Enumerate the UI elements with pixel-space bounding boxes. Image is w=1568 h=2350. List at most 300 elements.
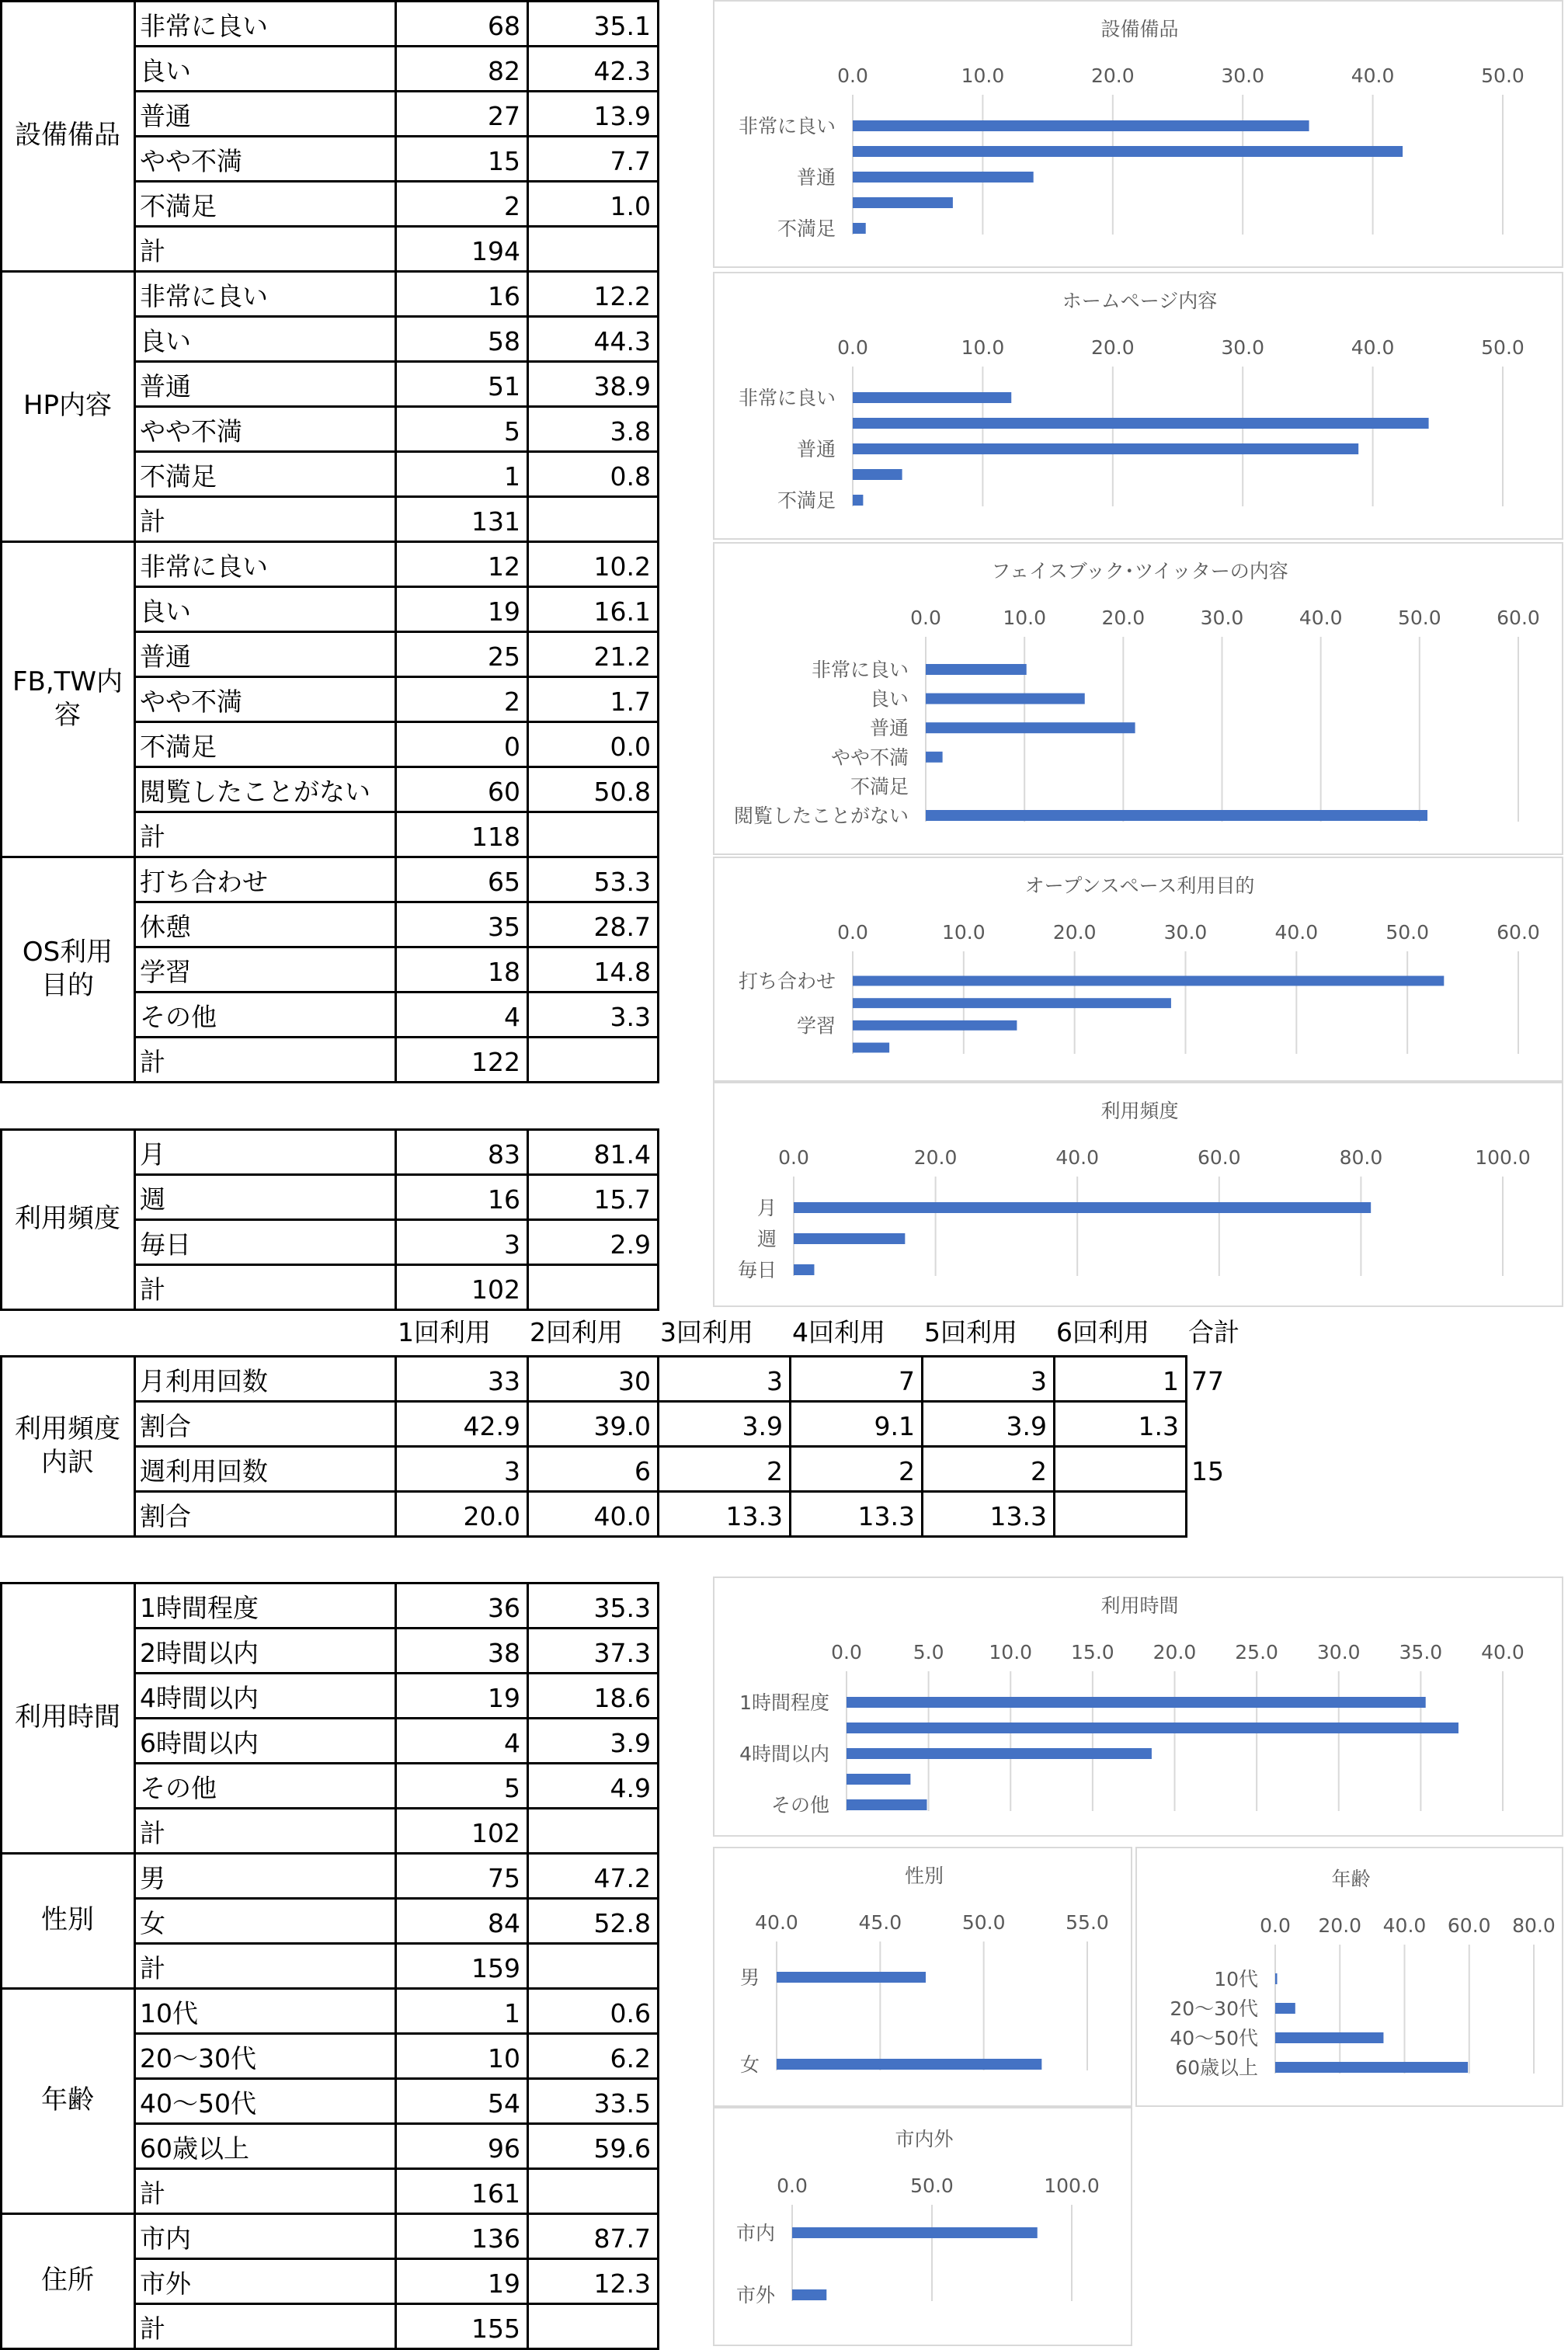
breakdown-value: 2 — [1031, 1456, 1047, 1486]
row-label: 良い — [140, 596, 191, 627]
row-count: 68 — [488, 11, 520, 41]
breakdown-value: 1 — [1163, 1366, 1179, 1396]
tick-label: 50.0 — [961, 1911, 1006, 1934]
row-count: 131 — [471, 506, 520, 537]
bar — [853, 443, 1358, 454]
row-percent: 3.3 — [610, 1002, 651, 1032]
row-label: 市外 — [140, 2268, 191, 2299]
row-label: 普通 — [140, 641, 191, 672]
table-section-name: 利用頻度 — [15, 1203, 120, 1234]
tick-label: 50.0 — [910, 2174, 954, 2197]
row-label: 計 — [140, 1274, 165, 1305]
row-label: 4時間以内 — [140, 1683, 259, 1713]
row-percent: 14.8 — [593, 957, 651, 987]
tick-label: 30.0 — [1163, 921, 1208, 944]
row-percent: 35.3 — [593, 1593, 651, 1623]
row-count: 2 — [504, 191, 520, 221]
bar — [777, 2059, 1041, 2070]
row-percent — [533, 500, 651, 541]
row-label: 週 — [140, 1184, 165, 1215]
row-label: 20～30代 — [140, 2043, 256, 2074]
row-count: 161 — [471, 2178, 520, 2209]
row-count: 82 — [488, 56, 520, 86]
row-label: 打ち合わせ — [140, 867, 268, 897]
breakdown-row-label: 割合 — [140, 1411, 191, 1441]
chart-svg — [714, 2, 1565, 269]
row-percent: 0.6 — [610, 1998, 651, 2028]
row-count: 5 — [504, 416, 520, 447]
category-label: 非常に良い — [811, 659, 909, 681]
chart-title: 市内外 — [895, 2128, 954, 2150]
row-count: 38 — [488, 1638, 520, 1668]
bar — [853, 197, 953, 208]
category-label: 4時間以内 — [739, 1743, 829, 1765]
tick-label: 40.0 — [1351, 64, 1395, 87]
bar — [847, 1774, 910, 1785]
row-label: 非常に良い — [140, 281, 268, 311]
breakdown-value: 3 — [1031, 1366, 1047, 1396]
row-count: 136 — [471, 2223, 520, 2254]
bar — [792, 2289, 826, 2300]
row-count: 18 — [488, 957, 520, 987]
row-count: 83 — [488, 1139, 520, 1170]
row-count: 58 — [488, 326, 520, 356]
chart-2 — [713, 542, 1563, 855]
row-label: 計 — [140, 1047, 165, 1077]
bar — [853, 495, 863, 506]
row-percent — [533, 1947, 651, 1987]
breakdown-value: 3 — [767, 1366, 783, 1396]
row-label: 良い — [140, 326, 191, 356]
row-percent: 44.3 — [593, 326, 651, 356]
row-count: 4 — [504, 1002, 520, 1032]
chart-svg — [714, 544, 1565, 857]
breakdown-value: 2 — [899, 1456, 915, 1486]
row-label: 計 — [140, 822, 165, 852]
tick-label: 10.0 — [961, 64, 1005, 87]
tick-label: 25.0 — [1235, 1641, 1278, 1663]
bar — [853, 469, 902, 480]
category-label: 10代 — [1214, 1968, 1258, 1990]
bar — [853, 418, 1429, 429]
chart-svg — [714, 1848, 1134, 2108]
row-label: 不満足 — [140, 732, 217, 762]
row-count: 65 — [488, 867, 520, 897]
chart-svg — [714, 2108, 1134, 2348]
breakdown-value: 77 — [1191, 1366, 1224, 1396]
row-count: 16 — [488, 281, 520, 311]
row-percent — [533, 1812, 651, 1852]
chart-6 — [713, 1847, 1132, 2107]
tick-label: 50.0 — [1385, 921, 1430, 944]
breakdown-header: 3回利用 — [660, 1317, 753, 1347]
tick-label: 50.0 — [1481, 64, 1525, 87]
breakdown-value: 33 — [488, 1366, 520, 1396]
bar — [853, 998, 1171, 1008]
row-count: 54 — [488, 2088, 520, 2119]
chart-7 — [1135, 1847, 1563, 2107]
chart-svg — [714, 1578, 1565, 1838]
tick-label: 60.0 — [1447, 1914, 1491, 1937]
tick-label: 50.0 — [1481, 336, 1525, 359]
table-section-name: 性別 — [41, 1904, 94, 1935]
bar — [847, 1799, 927, 1810]
bar — [847, 1748, 1152, 1759]
breakdown-value: 15 — [1191, 1456, 1224, 1486]
table-section-name: 利用時間 — [15, 1702, 120, 1733]
row-percent: 3.8 — [610, 416, 651, 447]
row-percent: 50.8 — [593, 777, 651, 807]
bar — [792, 2227, 1038, 2238]
chart-3 — [713, 857, 1563, 1082]
row-count: 102 — [471, 1818, 520, 1848]
tick-label: 20.0 — [1090, 64, 1135, 87]
row-count: 75 — [488, 1863, 520, 1893]
row-label: 普通 — [140, 101, 191, 131]
tick-label: 100.0 — [1044, 2174, 1100, 2197]
category-label: 不満足 — [777, 489, 836, 512]
row-percent: 37.3 — [593, 1638, 651, 1668]
row-percent — [533, 1268, 651, 1309]
row-count: 155 — [471, 2313, 520, 2344]
category-label: 60歳以上 — [1175, 2056, 1258, 2079]
row-label: 60歳以上 — [140, 2133, 249, 2164]
breakdown-value: 13.3 — [857, 1501, 915, 1531]
row-label: 計 — [140, 1953, 165, 1983]
row-percent — [533, 815, 651, 856]
chart-0 — [713, 0, 1563, 268]
bar — [847, 1697, 1426, 1708]
tick-label: 20.0 — [1052, 921, 1097, 944]
bar — [777, 1972, 926, 1983]
chart-5 — [713, 1577, 1563, 1837]
table-section-name: 住所 — [41, 2265, 94, 2296]
row-percent: 42.3 — [593, 56, 651, 86]
row-label: 非常に良い — [140, 551, 268, 582]
category-label: 普通 — [796, 438, 836, 461]
breakdown-value: 39.0 — [593, 1411, 651, 1441]
row-count: 25 — [488, 641, 520, 672]
chart-title: 利用頻度 — [1100, 1100, 1179, 1122]
tick-label: 20.0 — [1153, 1641, 1197, 1663]
bar — [853, 1043, 889, 1053]
bar — [794, 1202, 1371, 1213]
bar — [926, 664, 1027, 675]
row-count: 35 — [488, 912, 520, 942]
table-section-name: 設備備品 — [15, 120, 120, 151]
tick-label: 40.0 — [1481, 1641, 1525, 1663]
row-percent: 59.6 — [593, 2133, 651, 2164]
row-count: 27 — [488, 101, 520, 131]
tick-label: 35.0 — [1399, 1641, 1443, 1663]
row-label: 非常に良い — [140, 11, 268, 41]
tick-label: 0.0 — [777, 2174, 808, 2197]
row-label: やや不満 — [140, 416, 242, 447]
bar — [853, 172, 1034, 183]
tick-label: 20.0 — [913, 1146, 958, 1169]
category-label: 不満足 — [850, 775, 909, 798]
row-label: 毎日 — [140, 1229, 191, 1260]
row-count: 19 — [488, 596, 520, 627]
row-count: 1 — [504, 461, 520, 492]
row-percent: 52.8 — [593, 1908, 651, 1938]
tick-label: 50.0 — [1397, 607, 1441, 629]
row-percent: 33.5 — [593, 2088, 651, 2119]
tick-label: 20.0 — [1090, 336, 1135, 359]
row-label: 2時間以内 — [140, 1638, 259, 1668]
bar — [853, 976, 1444, 986]
breakdown-value: 30 — [618, 1366, 651, 1396]
row-label: 普通 — [140, 371, 191, 402]
row-count: 3 — [504, 1229, 520, 1260]
tick-label: 0.0 — [837, 64, 868, 87]
row-count: 16 — [488, 1184, 520, 1215]
breakdown-value: 7 — [899, 1366, 915, 1396]
bar — [794, 1233, 905, 1244]
table-section-name: FB,TW内 容 — [12, 666, 123, 731]
tick-label: 60.0 — [1197, 1146, 1241, 1169]
breakdown-value: 2 — [767, 1456, 783, 1486]
category-label: やや不満 — [830, 746, 909, 769]
row-percent: 81.4 — [593, 1139, 651, 1170]
row-percent: 7.7 — [610, 146, 651, 176]
tick-label: 10.0 — [989, 1641, 1033, 1663]
bar — [1275, 1973, 1277, 1984]
tick-label: 20.0 — [1101, 607, 1146, 629]
row-label: 不満足 — [140, 461, 217, 492]
row-count: 4 — [504, 1728, 520, 1758]
bar — [794, 1264, 814, 1275]
row-count: 1 — [504, 1998, 520, 2028]
bar — [853, 120, 1309, 131]
row-count: 5 — [504, 1773, 520, 1803]
bar — [926, 810, 1427, 821]
breakdown-value: 20.0 — [463, 1501, 520, 1531]
chart-title: オープンスペース利用目的 — [1024, 874, 1255, 897]
tick-label: 60.0 — [1497, 607, 1540, 629]
chart-svg — [1137, 1848, 1565, 2108]
category-label: 20～30代 — [1170, 1997, 1258, 2020]
row-label: 計 — [140, 2178, 165, 2209]
row-count: 36 — [488, 1593, 520, 1623]
table-section-name: HP内容 — [23, 390, 113, 421]
tick-label: 5.0 — [913, 1641, 944, 1663]
tick-label: 10.0 — [941, 921, 986, 944]
breakdown-value — [1059, 1450, 1179, 1490]
row-count: 118 — [471, 822, 520, 852]
row-label: 閲覧したことがない — [140, 777, 370, 807]
tick-label: 30.0 — [1200, 607, 1244, 629]
row-label: 男 — [140, 1863, 165, 1893]
breakdown-value: 3.9 — [1006, 1411, 1047, 1441]
row-percent — [533, 2307, 651, 2348]
tick-label: 40.0 — [755, 1911, 798, 1934]
bar — [853, 392, 1011, 403]
breakdown-value: 3.9 — [742, 1411, 783, 1441]
bar — [853, 146, 1403, 157]
category-label: 学習 — [796, 1014, 836, 1038]
tick-label: 0.0 — [837, 336, 868, 359]
category-label: 非常に良い — [738, 115, 836, 137]
category-label: 不満足 — [777, 217, 836, 240]
breakdown-value: 13.3 — [725, 1501, 783, 1531]
chart-title: ホームページ内容 — [1062, 290, 1218, 312]
row-label: 学習 — [140, 957, 191, 987]
breakdown-header: 2回利用 — [530, 1317, 623, 1347]
row-percent: 38.9 — [593, 371, 651, 402]
row-percent: 12.2 — [593, 281, 651, 311]
row-count: 159 — [471, 1953, 520, 1983]
tick-label: 40.0 — [1382, 1914, 1427, 1937]
category-label: 月 — [756, 1197, 777, 1219]
category-label: 40～50代 — [1170, 2027, 1258, 2049]
row-label: 月 — [140, 1139, 165, 1170]
row-label: 計 — [140, 506, 165, 537]
bar — [847, 1723, 1458, 1733]
row-label: 女 — [140, 1908, 165, 1938]
chart-8 — [713, 2107, 1132, 2346]
row-percent: 35.1 — [593, 11, 651, 41]
category-label: 市内 — [735, 2222, 775, 2244]
row-count: 19 — [488, 2268, 520, 2299]
breakdown-header: 合計 — [1188, 1317, 1239, 1347]
row-count: 10 — [488, 2043, 520, 2074]
row-label: 計 — [140, 1818, 165, 1848]
breakdown-value: 40.0 — [593, 1501, 651, 1531]
tick-label: 0.0 — [1260, 1914, 1291, 1937]
breakdown-section-name: 利用頻度 内訳 — [15, 1413, 120, 1478]
row-count: 96 — [488, 2133, 520, 2164]
breakdown-row-label: 割合 — [140, 1501, 191, 1531]
breakdown-row-label: 月利用回数 — [140, 1366, 268, 1396]
row-count: 122 — [471, 1047, 520, 1077]
row-percent — [533, 2172, 651, 2213]
row-label: 休憩 — [140, 912, 191, 942]
chart-title: 利用時間 — [1100, 1594, 1179, 1617]
chart-1 — [713, 272, 1563, 540]
breakdown-header: 4回利用 — [792, 1317, 885, 1347]
row-count: 194 — [471, 236, 520, 266]
row-label: 6時間以内 — [140, 1728, 259, 1758]
tick-label: 40.0 — [1299, 607, 1343, 629]
row-count: 15 — [488, 146, 520, 176]
row-percent: 2.9 — [610, 1229, 651, 1260]
row-label: 良い — [140, 56, 191, 86]
chart-title: フェイスブック･ツイッターの内容 — [991, 560, 1288, 582]
row-count: 12 — [488, 551, 520, 582]
row-label: 計 — [140, 2313, 165, 2344]
bar — [1275, 2003, 1295, 2014]
row-percent: 10.2 — [593, 551, 651, 582]
table-section-name: 年齢 — [41, 2084, 94, 2115]
category-label: 男 — [739, 1966, 760, 1989]
row-percent: 3.9 — [610, 1728, 651, 1758]
bar — [926, 722, 1135, 733]
tick-label: 30.0 — [1316, 1641, 1361, 1663]
category-label: 良い — [869, 687, 909, 711]
category-label: 市外 — [735, 2284, 775, 2307]
bar — [1275, 2032, 1383, 2043]
bar — [1275, 2062, 1468, 2073]
row-percent — [533, 1041, 651, 1081]
breakdown-value: 13.3 — [989, 1501, 1047, 1531]
row-label: その他 — [140, 1773, 217, 1803]
tick-label: 40.0 — [1274, 921, 1319, 944]
row-label: 不満足 — [140, 191, 217, 221]
category-label: 打ち合わせ — [738, 970, 836, 992]
chart-title: 年齢 — [1331, 1868, 1371, 1890]
category-label: その他 — [770, 1794, 829, 1816]
row-percent: 21.2 — [593, 641, 651, 672]
row-label: 1時間程度 — [140, 1593, 259, 1623]
row-percent: 16.1 — [593, 596, 651, 627]
chart-4 — [713, 1082, 1563, 1307]
tick-label: 0.0 — [837, 921, 868, 944]
row-count: 0 — [504, 732, 520, 762]
breakdown-value: 42.9 — [463, 1411, 520, 1441]
breakdown-header: 6回利用 — [1056, 1317, 1149, 1347]
row-percent: 47.2 — [593, 1863, 651, 1893]
tick-label: 100.0 — [1475, 1146, 1531, 1169]
row-count: 19 — [488, 1683, 520, 1713]
breakdown-value — [1059, 1495, 1179, 1535]
row-label: その他 — [140, 1002, 217, 1032]
row-percent: 18.6 — [593, 1683, 651, 1713]
chart-title: 設備備品 — [1100, 18, 1179, 40]
row-count: 84 — [488, 1908, 520, 1938]
tick-label: 20.0 — [1318, 1914, 1362, 1937]
category-label: 週 — [756, 1228, 777, 1250]
table-section-name: OS利用 目的 — [22, 937, 113, 1001]
row-label: 40～50代 — [140, 2088, 256, 2119]
breakdown-header: 1回利用 — [398, 1317, 491, 1347]
tick-label: 0.0 — [778, 1146, 809, 1169]
tick-label: 30.0 — [1221, 336, 1265, 359]
tick-label: 60.0 — [1497, 921, 1540, 944]
breakdown-header: 5回利用 — [924, 1317, 1017, 1347]
chart-svg — [714, 1083, 1565, 1309]
row-percent: 28.7 — [593, 912, 651, 942]
chart-title: 性別 — [904, 1865, 944, 1887]
row-percent: 0.0 — [610, 732, 651, 762]
tick-label: 0.0 — [910, 607, 941, 629]
row-percent: 15.7 — [593, 1184, 651, 1215]
tick-label: 80.0 — [1512, 1914, 1556, 1937]
category-label: 閲覧したことがない — [733, 805, 909, 827]
row-percent: 1.7 — [610, 687, 651, 717]
row-percent: 53.3 — [593, 867, 651, 897]
row-count: 102 — [471, 1274, 520, 1305]
chart-svg — [714, 273, 1565, 541]
row-label: やや不満 — [140, 146, 242, 176]
category-label: 1時間程度 — [739, 1691, 829, 1714]
row-percent: 12.3 — [593, 2268, 651, 2299]
tick-label: 40.0 — [1055, 1146, 1100, 1169]
bar — [926, 694, 1085, 704]
category-label: 毎日 — [737, 1259, 777, 1281]
tick-label: 0.0 — [831, 1641, 862, 1663]
category-label: 非常に良い — [738, 387, 836, 409]
row-percent: 1.0 — [610, 191, 651, 221]
breakdown-value: 1.3 — [1138, 1411, 1179, 1441]
tick-label: 15.0 — [1071, 1641, 1114, 1663]
breakdown-value: 9.1 — [874, 1411, 915, 1441]
row-label: やや不満 — [140, 687, 242, 717]
row-percent — [533, 230, 651, 270]
row-percent: 0.8 — [610, 461, 651, 492]
tick-label: 45.0 — [858, 1911, 902, 1934]
tick-label: 10.0 — [961, 336, 1005, 359]
